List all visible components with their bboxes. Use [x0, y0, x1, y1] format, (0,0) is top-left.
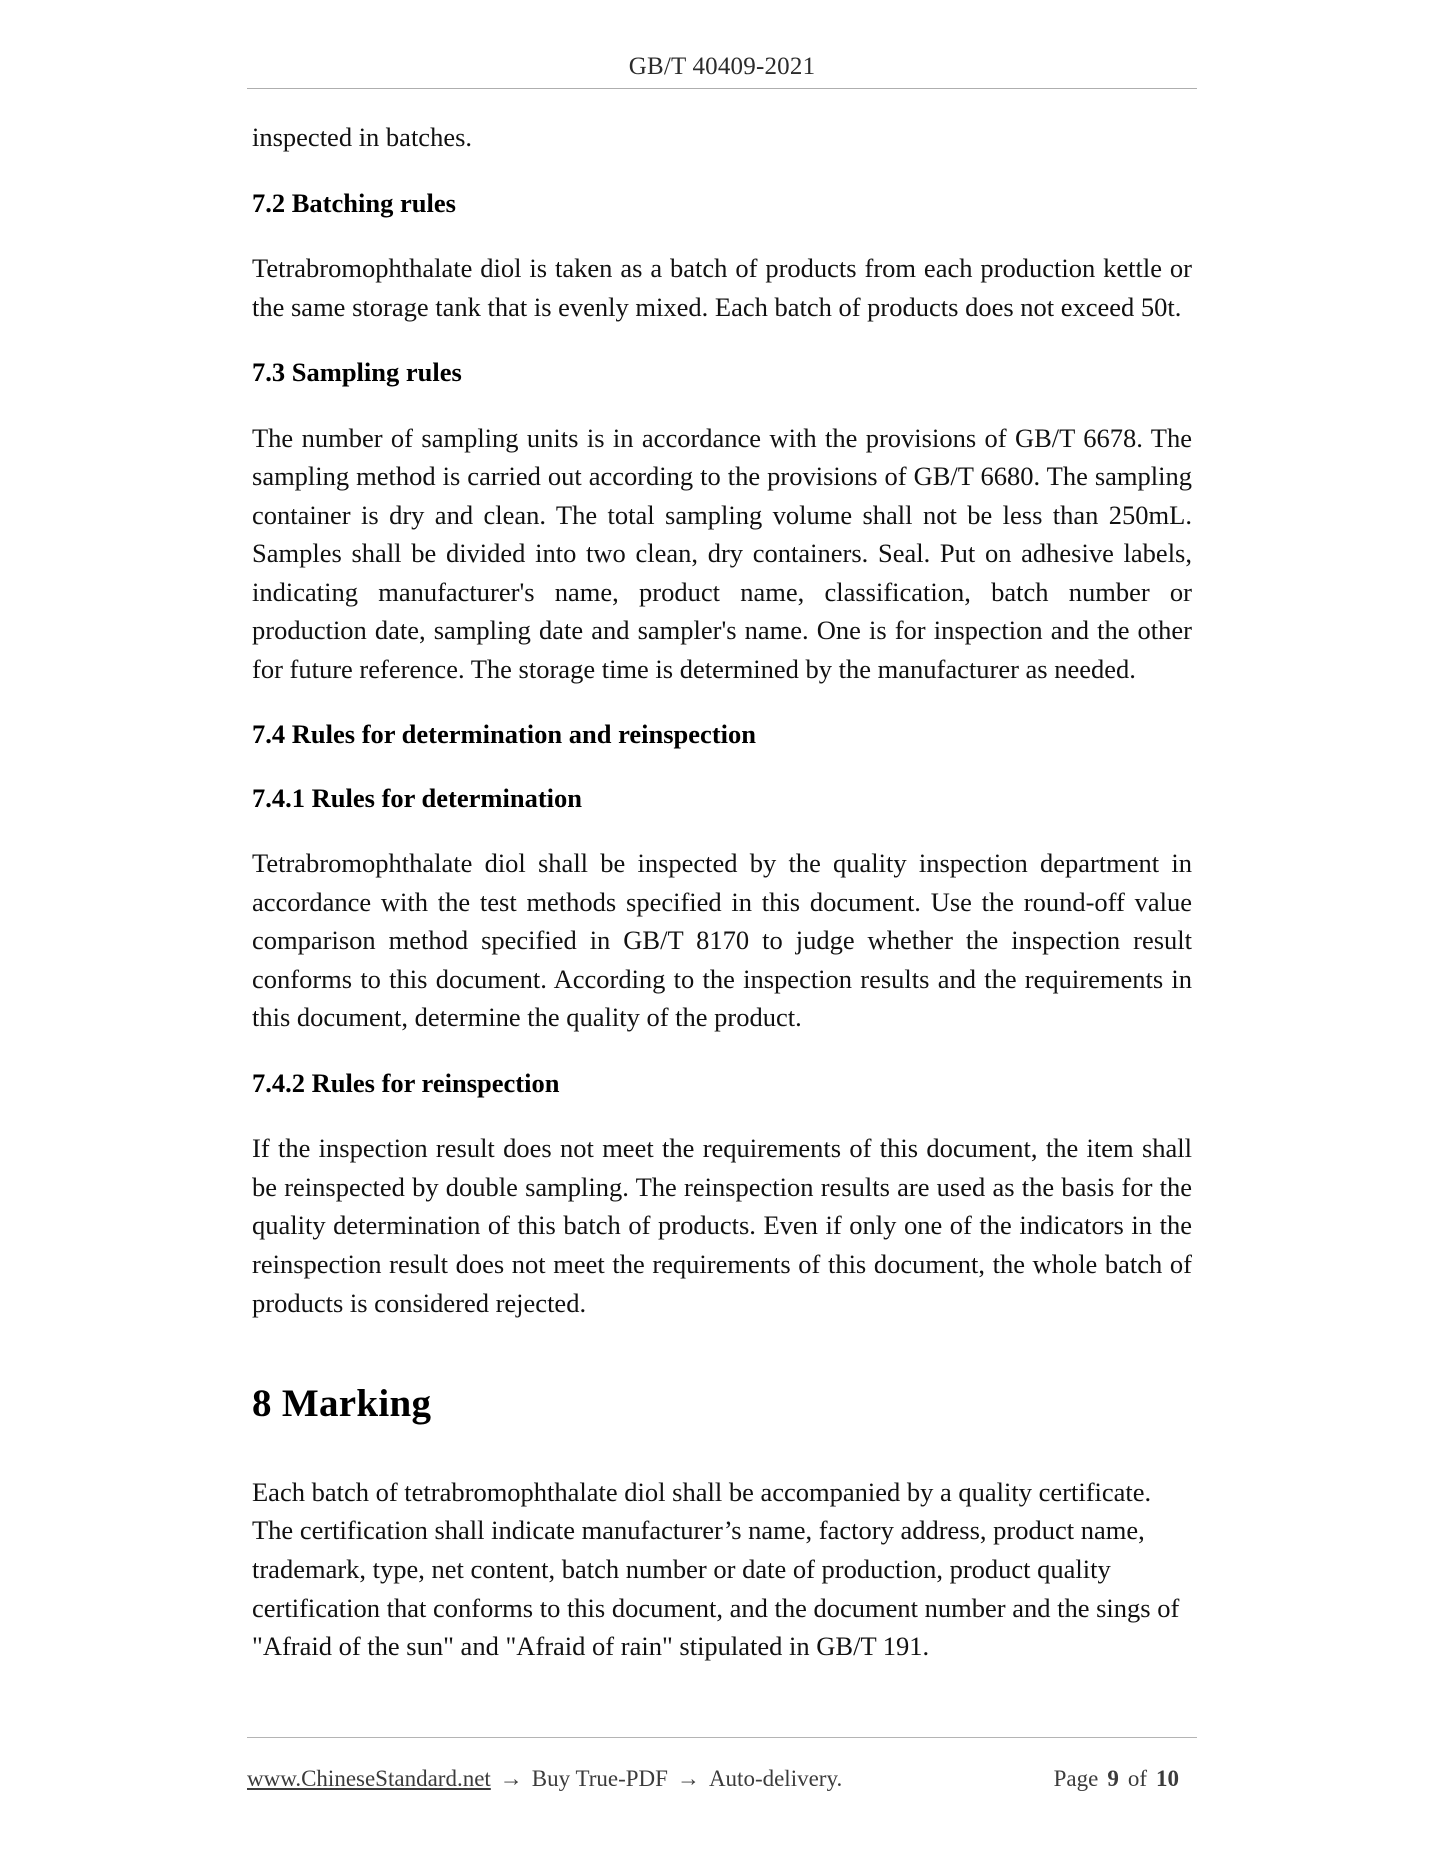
- right-arrow-icon: →: [499, 1766, 523, 1791]
- footer-website-link[interactable]: www.ChineseStandard.net: [247, 1766, 491, 1791]
- footer-divider: [247, 1737, 1197, 1738]
- continued-paragraph: inspected in batches.: [252, 122, 473, 152]
- header-divider: [247, 88, 1197, 89]
- page-header: [247, 52, 1197, 82]
- document-content: [252, 118, 1192, 1695]
- current-page-number: 9: [1107, 1766, 1119, 1791]
- section-heading-7-4-2: 7.4.2 Rules for reinspection: [252, 1067, 560, 1098]
- section-paragraph-7-3: The number of sampling units is in accordance with the provisions of GB/T 6678. The sampling method is carried out according to the provisions of GB/T 6680. The sampling container is dry and clean. The total sampling volume shall not be less than 250mL. Samples shall be divided into two clean, dry containers. Seal. Put on adhesive labels, indicating manufacturer's name, product name, classification, batch number or production date, sampling date and sampler's name. One is for inspection and the other for future reference. The storage time is determined by the manufacturer as needed.: [252, 422, 1192, 684]
- chapter-paragraph-8: Each batch of tetrabromophthalate diol shall be accompanied by a quality certificate. The certification shall indicate manufacturer’s name, factory address, product name, trademark, type, net content, batch number or date of production, product quality certification that conforms to this document, and the document number and the sings of "Afraid of the sun" and "Afraid of rain" stipulated in GB/T 191.: [252, 1476, 1180, 1662]
- section-heading-7-2: 7.2 Batching rules: [252, 187, 456, 218]
- chapter-heading-8: 8 Marking: [252, 1382, 432, 1426]
- footer-delivery-label: Auto-delivery.: [708, 1766, 843, 1791]
- section-paragraph-7-2: Tetrabromophthalate diol is taken as a batch of products from each production kettle or the same storage tank that is evenly mixed. Each batch of products does not exceed 50t.: [252, 252, 1192, 322]
- footer-promo: [247, 1766, 842, 1792]
- of-label: of: [1127, 1766, 1147, 1791]
- footer-buy-label: Buy True-PDF: [531, 1766, 668, 1791]
- section-heading-7-3: 7.3 Sampling rules: [252, 357, 462, 388]
- page-label: Page: [1053, 1766, 1099, 1791]
- section-paragraph-7-4-1: Tetrabromophthalate diol shall be inspected by the quality inspection department in accordance with the test methods specified in this document. Use the round-off value comparison method specified in GB/T 8170 to judge whether the inspection result conforms to this document. According to the inspection results and the requirements in this document, determine the quality of the product.: [252, 848, 1192, 1033]
- page-indicator: [1054, 1766, 1179, 1792]
- page-footer: [247, 1766, 1197, 1792]
- section-paragraph-7-4-2: If the inspection result does not meet the requirements of this document, the item shall be reinspected by double sampling. The reinspection results are used as the basis for the quality determination of this batch of products. Even if only one of the indicators in the reinspection result does not meet the requirements of this document, the whole batch of products is considered rejected.: [252, 1133, 1192, 1318]
- standard-number-header: GB/T 40409-2021: [628, 53, 816, 80]
- section-heading-7-4: 7.4 Rules for determination and reinspection: [252, 719, 756, 750]
- section-heading-7-4-1: 7.4.1 Rules for determination: [252, 782, 582, 813]
- total-page-number: 10: [1156, 1766, 1179, 1791]
- right-arrow-icon-2: →: [676, 1766, 700, 1791]
